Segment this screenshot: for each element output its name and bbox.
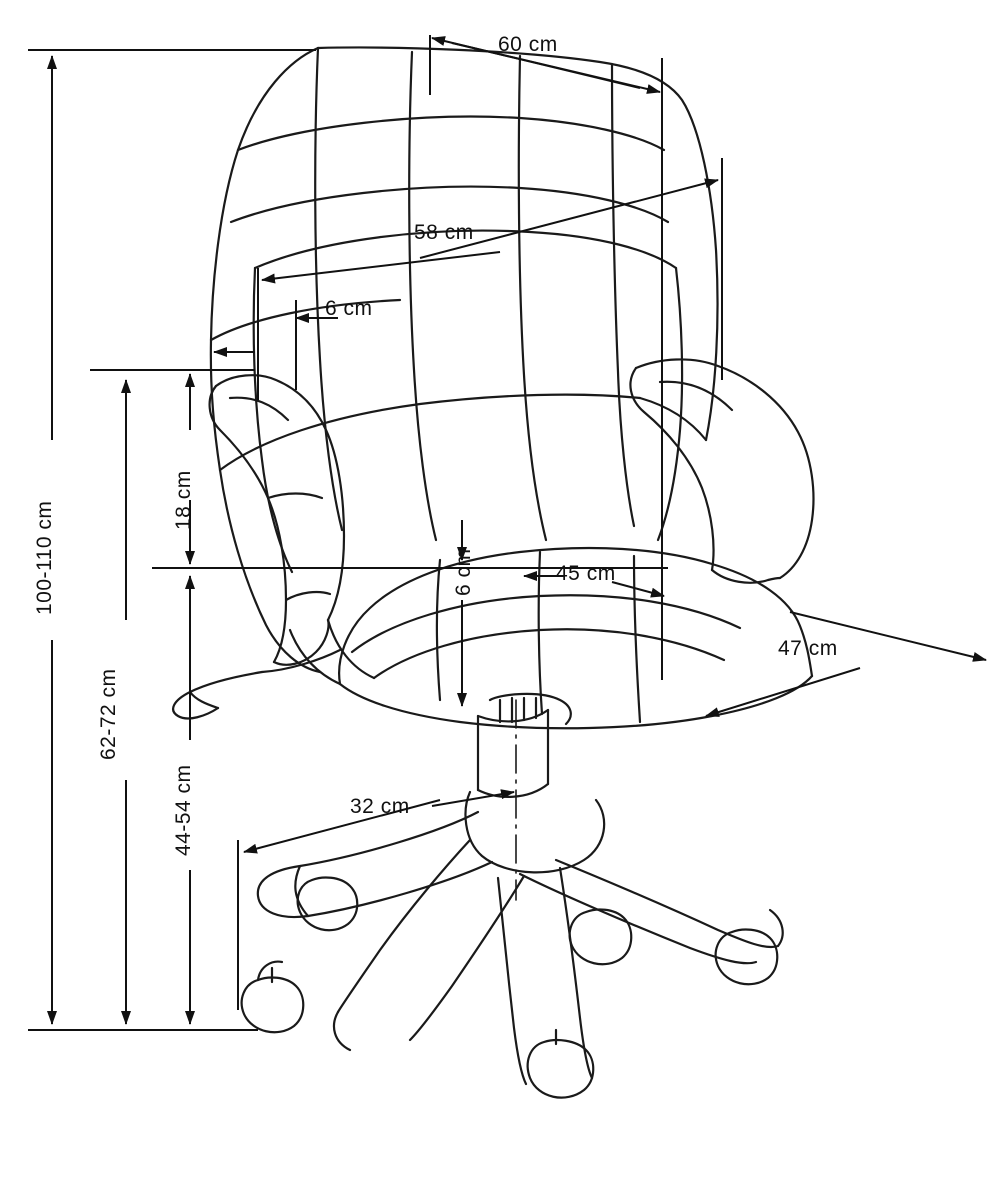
dimension-label-seat-thickness: 6 cm	[452, 548, 475, 596]
chair-illustration	[173, 48, 813, 1098]
dimension-label-backrest-thickness: 6 cm	[325, 297, 373, 320]
dimension-arrow-58-left	[262, 252, 500, 280]
dimension-arrow-32-right	[432, 792, 514, 806]
dimension-arrow-32-left	[244, 800, 440, 852]
dimension-label-total-height: 100-110 cm	[33, 500, 56, 615]
dimension-label-backrest-top-height: 62-72 cm	[97, 668, 120, 760]
dimension-label-width-top: 60 cm	[498, 33, 558, 56]
dimension-arrow-58-right	[420, 180, 718, 258]
dimension-label-backrest-height: 58 cm	[414, 221, 474, 244]
dimension-label-armrest-height: 18 cm	[172, 470, 195, 530]
dimension-label-seat-width: 45 cm	[556, 562, 616, 585]
dimension-lines	[28, 35, 986, 1030]
dimension-label-seat-depth: 47 cm	[778, 637, 838, 660]
dimension-arrow-45-right	[612, 582, 664, 596]
dimension-label-seat-height: 44-54 cm	[172, 764, 195, 856]
dimension-label-base-radius: 32 cm	[350, 795, 410, 818]
dimension-arrow-47-left	[706, 668, 860, 716]
